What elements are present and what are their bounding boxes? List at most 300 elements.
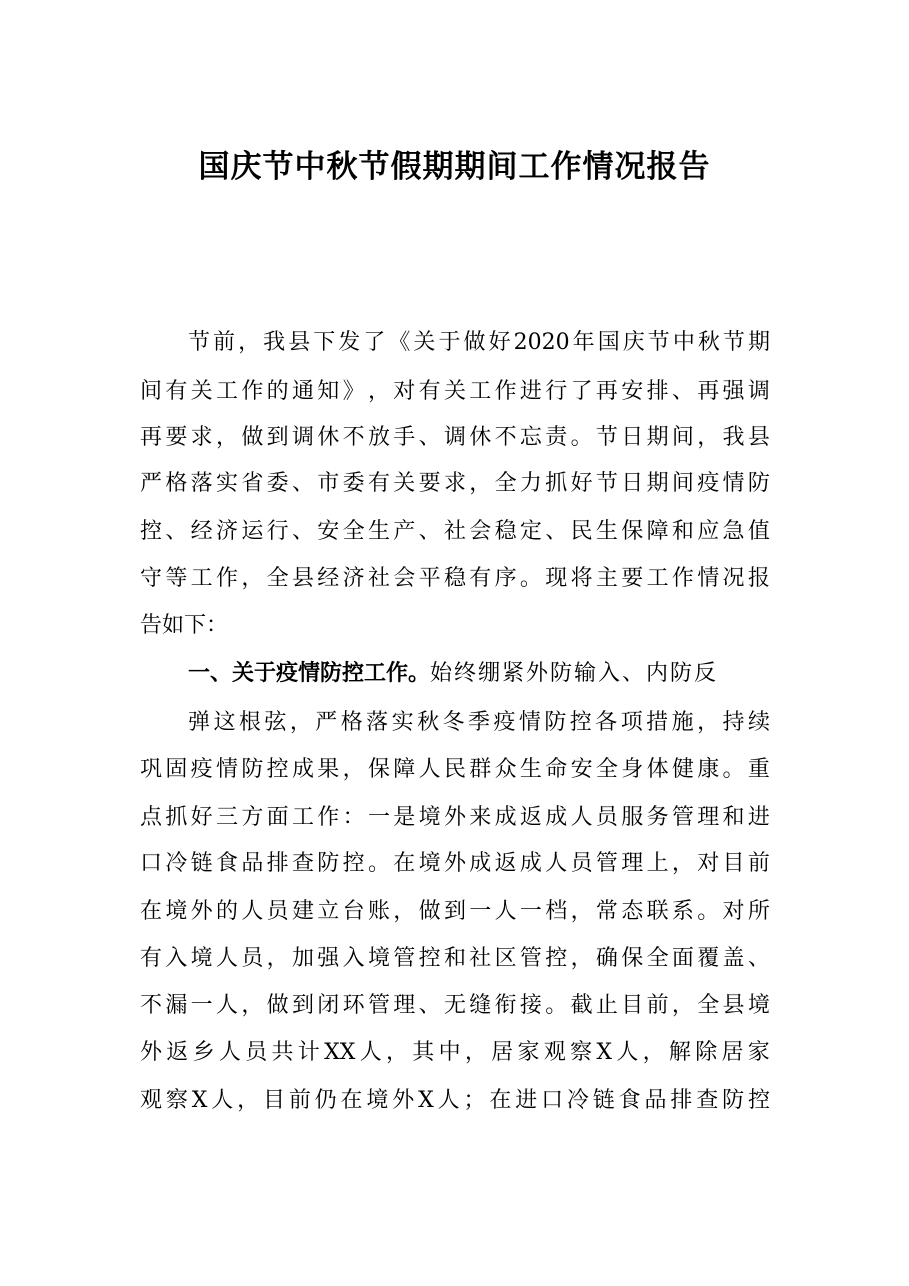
text-glyph: 节 — [595, 471, 618, 496]
text-glyph: 到 — [443, 899, 466, 924]
text-glyph: 措 — [646, 710, 669, 735]
text-glyph: 生 — [367, 519, 390, 544]
text-glyph: ， — [266, 946, 289, 971]
text-glyph: 施 — [671, 710, 694, 735]
text-glyph: 关 — [190, 379, 213, 404]
text-glyph: ， — [289, 710, 312, 735]
text-glyph: 返 — [494, 851, 517, 876]
text-glyph: 方 — [241, 805, 264, 830]
text-glyph: 休 — [317, 425, 340, 450]
text-glyph: 抓 — [165, 805, 188, 830]
section-heading-tail: 始终绷紧外防输入、内防反 — [430, 661, 719, 686]
text-glyph: 进 — [747, 805, 770, 830]
text-glyph: 求 — [190, 425, 213, 450]
text-glyph: 障 — [393, 757, 416, 782]
text-glyph: 目 — [262, 1088, 285, 1113]
text-glyph: 。 — [570, 425, 593, 450]
paragraph-text: 告如下： — [140, 613, 229, 638]
text-glyph: 作 — [494, 379, 517, 404]
text-glyph: 身 — [621, 757, 644, 782]
text-glyph: 到 — [291, 993, 314, 1018]
text-glyph: 前 — [288, 1088, 311, 1113]
paragraph-line — [188, 323, 770, 363]
text-glyph: 环 — [342, 993, 365, 1018]
text-glyph: 一 — [367, 805, 390, 830]
text-glyph: 格 — [165, 471, 188, 496]
text-glyph: 行 — [545, 379, 568, 404]
text-glyph: 作 — [317, 805, 340, 830]
text-glyph: 有 — [469, 566, 492, 591]
text-glyph: X — [596, 1040, 613, 1065]
text-glyph: 秋 — [697, 330, 720, 355]
text-glyph: 保 — [621, 946, 644, 971]
text-glyph: 。 — [367, 851, 390, 876]
text-glyph: 成 — [291, 757, 314, 782]
text-glyph: 员 — [570, 851, 593, 876]
text-glyph: 产 — [393, 519, 416, 544]
text-glyph: 来 — [469, 805, 492, 830]
text-glyph: 要 — [165, 425, 188, 450]
text-glyph: 人 — [437, 1088, 460, 1113]
text-glyph: 发 — [338, 330, 361, 355]
text-glyph: 前 — [747, 851, 770, 876]
text-glyph: 生 — [519, 757, 542, 782]
paragraph-line — [188, 703, 770, 743]
text-glyph: 查 — [291, 851, 314, 876]
text-glyph: 县 — [291, 566, 314, 591]
text-glyph: 报 — [747, 566, 770, 591]
text-glyph: ， — [237, 1088, 260, 1113]
text-glyph: 再 — [140, 425, 163, 450]
text-glyph: 品 — [644, 1088, 667, 1113]
text-glyph: 进 — [515, 1088, 538, 1113]
text-glyph: ， — [367, 379, 390, 404]
text-glyph: 国 — [597, 330, 620, 355]
text-glyph: 观 — [140, 1088, 163, 1113]
text-glyph: 格 — [340, 710, 363, 735]
document-title: 国庆节中秋节假期期间工作情况报告 — [198, 149, 711, 185]
text-glyph: 人 — [215, 993, 238, 1018]
text-glyph: 、 — [291, 471, 314, 496]
text-glyph: 境 — [165, 899, 188, 924]
text-glyph: 控 — [140, 519, 163, 544]
text-glyph: 省 — [241, 471, 264, 496]
text-glyph: 外 — [140, 1040, 163, 1065]
text-glyph: 联 — [646, 899, 669, 924]
text-glyph: 有 — [140, 946, 163, 971]
text-glyph: ， — [385, 1040, 408, 1065]
text-glyph: 好 — [570, 471, 593, 496]
text-glyph: ： — [342, 805, 365, 830]
text-glyph: 市 — [317, 471, 340, 496]
text-glyph: 做 — [241, 425, 264, 450]
text-glyph: 间 — [671, 425, 694, 450]
text-glyph: 和 — [443, 946, 466, 971]
section-heading-line — [188, 654, 718, 694]
text-glyph: ， — [342, 757, 365, 782]
text-glyph: 缝 — [469, 993, 492, 1018]
text-glyph: 稳 — [494, 519, 517, 544]
text-glyph: 一 — [469, 899, 492, 924]
text-glyph: 安 — [317, 519, 340, 544]
text-glyph: 人 — [570, 805, 593, 830]
text-glyph: 作 — [671, 566, 694, 591]
text-glyph: 止 — [595, 993, 618, 1018]
text-glyph: 人 — [211, 1088, 234, 1113]
text-glyph: 这 — [213, 710, 236, 735]
text-glyph: 档 — [545, 899, 568, 924]
text-glyph: 建 — [291, 899, 314, 924]
text-glyph: 境 — [418, 851, 441, 876]
text-glyph: 弹 — [188, 710, 211, 735]
text-glyph: 境 — [367, 946, 390, 971]
text-glyph: 民 — [443, 757, 466, 782]
text-glyph: 有 — [165, 379, 188, 404]
text-glyph: 关 — [393, 471, 416, 496]
text-glyph: 济 — [342, 566, 365, 591]
text-glyph: 调 — [443, 425, 466, 450]
text-glyph: 期 — [747, 330, 770, 355]
text-glyph: 安 — [621, 379, 644, 404]
text-glyph: 控 — [266, 757, 289, 782]
text-glyph: 健 — [671, 757, 694, 782]
text-glyph: 期 — [646, 425, 669, 450]
text-glyph: 众 — [494, 757, 517, 782]
text-glyph: 要 — [418, 471, 441, 496]
text-glyph: 境 — [366, 1088, 389, 1113]
text-glyph: 》 — [342, 379, 365, 404]
text-glyph: 我 — [722, 425, 745, 450]
text-glyph: ， — [570, 946, 593, 971]
text-glyph: 员 — [595, 805, 618, 830]
text-glyph: 安 — [570, 757, 593, 782]
text-glyph: 况 — [722, 566, 745, 591]
text-glyph: 食 — [215, 851, 238, 876]
text-glyph: ， — [238, 330, 261, 355]
text-glyph: 控 — [342, 851, 365, 876]
text-glyph: ， — [697, 710, 720, 735]
text-glyph: 排 — [266, 851, 289, 876]
text-glyph: 除 — [695, 1040, 718, 1065]
text-glyph: 责 — [545, 425, 568, 450]
text-glyph: 落 — [190, 471, 213, 496]
text-glyph: 口 — [140, 851, 163, 876]
text-glyph: 居 — [491, 1040, 514, 1065]
text-glyph: 冷 — [165, 851, 188, 876]
text-glyph: 理 — [697, 805, 720, 830]
text-glyph: XX — [324, 1040, 356, 1065]
text-glyph: 成 — [469, 851, 492, 876]
text-glyph: 忘 — [519, 425, 542, 450]
text-glyph: 全 — [697, 993, 720, 1018]
text-glyph: 体 — [646, 757, 669, 782]
text-glyph: 中 — [672, 330, 695, 355]
text-glyph: 链 — [592, 1088, 615, 1113]
text-glyph: ， — [642, 1040, 665, 1065]
text-glyph: 季 — [467, 710, 490, 735]
text-glyph: 、 — [671, 379, 694, 404]
text-glyph: 委 — [266, 471, 289, 496]
text-glyph: 《 — [388, 330, 411, 355]
text-glyph: ， — [671, 851, 694, 876]
text-glyph: 的 — [266, 379, 289, 404]
text-glyph: 漏 — [165, 993, 188, 1018]
text-glyph: 调 — [291, 425, 314, 450]
paragraph-line — [140, 1081, 770, 1121]
text-glyph: 管 — [367, 993, 390, 1018]
text-glyph: 的 — [215, 899, 238, 924]
paragraph-line — [140, 464, 770, 504]
text-glyph: 手 — [393, 425, 416, 450]
text-glyph: 返 — [166, 1040, 189, 1065]
text-glyph: 和 — [671, 519, 694, 544]
text-glyph: 理 — [393, 993, 416, 1018]
text-glyph: 严 — [315, 710, 338, 735]
text-glyph: 家 — [517, 1040, 540, 1065]
text-glyph: 下 — [313, 330, 336, 355]
text-glyph: 疫 — [493, 710, 516, 735]
text-glyph: 县 — [722, 993, 745, 1018]
text-glyph: 情 — [722, 471, 745, 496]
text-glyph: 做 — [266, 993, 289, 1018]
text-glyph: 品 — [241, 851, 264, 876]
text-glyph: 链 — [190, 851, 213, 876]
text-glyph: 社 — [367, 566, 390, 591]
text-glyph: 工 — [291, 805, 314, 830]
section-heading: 一、关于疫情防控工作。 — [188, 661, 431, 686]
text-glyph: 运 — [241, 519, 264, 544]
text-glyph: 根 — [238, 710, 261, 735]
text-glyph: 、 — [418, 519, 441, 544]
text-glyph: 平 — [418, 566, 441, 591]
text-glyph: 外 — [190, 899, 213, 924]
text-glyph: 区 — [494, 946, 517, 971]
text-glyph: 工 — [215, 379, 238, 404]
paragraph-line — [140, 512, 770, 552]
text-glyph: 员 — [241, 946, 264, 971]
text-glyph: 察 — [165, 1088, 188, 1113]
text-glyph: 节 — [595, 425, 618, 450]
text-glyph: 防 — [722, 1088, 745, 1113]
text-glyph: 在 — [489, 1088, 512, 1113]
text-glyph: 康 — [697, 757, 720, 782]
text-glyph: 守 — [140, 566, 163, 591]
text-glyph: 账 — [367, 899, 390, 924]
text-glyph: 在 — [340, 1088, 363, 1113]
text-glyph: 关 — [443, 379, 466, 404]
text-glyph: 经 — [317, 566, 340, 591]
paragraph-line — [140, 1033, 770, 1073]
text-glyph: 作 — [215, 566, 238, 591]
text-glyph: 情 — [215, 757, 238, 782]
paragraph-line — [140, 986, 770, 1026]
text-glyph: 期 — [646, 471, 669, 496]
text-glyph: 冬 — [442, 710, 465, 735]
text-glyph: 成 — [494, 805, 517, 830]
text-glyph: 仍 — [314, 1088, 337, 1113]
text-glyph: X — [191, 1088, 208, 1113]
text-glyph: 生 — [595, 519, 618, 544]
text-glyph: 一 — [190, 993, 213, 1018]
text-glyph: 人 — [215, 946, 238, 971]
text-glyph: 人 — [545, 851, 568, 876]
text-glyph: 乡 — [192, 1040, 215, 1065]
text-glyph: 作 — [241, 379, 264, 404]
text-glyph: 抓 — [545, 471, 568, 496]
text-glyph: 主 — [595, 566, 618, 591]
paragraph-line — [140, 939, 770, 979]
text-glyph: 节 — [647, 330, 670, 355]
text-glyph: 点 — [140, 805, 163, 830]
text-glyph: 情 — [697, 566, 720, 591]
text-glyph: 和 — [722, 805, 745, 830]
text-glyph: 防 — [317, 851, 340, 876]
text-glyph: 全 — [595, 757, 618, 782]
text-glyph: 全 — [646, 946, 669, 971]
text-glyph: 我 — [263, 330, 286, 355]
text-glyph: 控 — [418, 946, 441, 971]
text-glyph: 不 — [494, 425, 517, 450]
text-glyph: 排 — [670, 1088, 693, 1113]
text-glyph: 经 — [190, 519, 213, 544]
text-glyph: 服 — [621, 805, 644, 830]
text-glyph: 、 — [291, 519, 314, 544]
text-glyph: 项 — [620, 710, 643, 735]
text-glyph: 察 — [570, 1040, 593, 1065]
text-glyph: X — [418, 1088, 434, 1113]
text-glyph: 立 — [317, 899, 340, 924]
text-glyph: 不 — [342, 425, 365, 450]
text-glyph: 外 — [443, 851, 466, 876]
text-glyph: 成 — [545, 805, 568, 830]
text-glyph: 管 — [393, 946, 416, 971]
text-glyph: ， — [671, 993, 694, 1018]
text-glyph: 人 — [418, 757, 441, 782]
text-glyph: 口 — [541, 1088, 564, 1113]
paragraph-line — [140, 418, 770, 458]
text-glyph: 确 — [595, 946, 618, 971]
text-glyph: 县 — [747, 425, 770, 450]
text-glyph: 无 — [443, 993, 466, 1018]
paragraph-line — [140, 606, 228, 646]
text-glyph: 解 — [668, 1040, 691, 1065]
text-glyph: 年 — [572, 330, 595, 355]
text-glyph: 人 — [218, 1040, 241, 1065]
text-glyph: 观 — [543, 1040, 566, 1065]
text-glyph: 休 — [469, 425, 492, 450]
text-glyph: 面 — [671, 946, 694, 971]
text-glyph: 通 — [291, 379, 314, 404]
text-glyph: 在 — [393, 851, 416, 876]
text-glyph: 居 — [721, 1040, 744, 1065]
text-glyph: 现 — [545, 566, 568, 591]
text-glyph: 返 — [519, 805, 542, 830]
text-glyph: ， — [393, 899, 416, 924]
text-glyph: 命 — [545, 757, 568, 782]
text-glyph: 济 — [215, 519, 238, 544]
text-glyph: 要 — [621, 566, 644, 591]
text-glyph: 2020 — [513, 330, 570, 355]
text-glyph: 关 — [413, 330, 436, 355]
text-glyph: 了 — [570, 379, 593, 404]
text-glyph: 管 — [671, 805, 694, 830]
paragraph-line — [140, 892, 770, 932]
text-glyph: 衔 — [494, 993, 517, 1018]
text-glyph: 食 — [618, 1088, 641, 1113]
text-glyph: 排 — [646, 379, 669, 404]
text-glyph: 。 — [722, 757, 745, 782]
paragraph-line — [140, 750, 770, 790]
text-glyph: 三 — [215, 805, 238, 830]
text-glyph: 、 — [418, 425, 441, 450]
text-glyph: 工 — [190, 566, 213, 591]
text-glyph: 做 — [418, 899, 441, 924]
paragraph-line — [140, 559, 770, 599]
text-glyph: 防 — [241, 757, 264, 782]
paragraph-line — [140, 798, 770, 838]
text-glyph: 盖 — [722, 946, 745, 971]
text-glyph: 其 — [412, 1040, 435, 1065]
text-glyph: 强 — [722, 379, 745, 404]
text-glyph: 保 — [621, 519, 644, 544]
text-glyph: 、 — [747, 946, 770, 971]
text-glyph: 人 — [616, 1040, 639, 1065]
text-glyph: 固 — [165, 757, 188, 782]
text-glyph: 县 — [288, 330, 311, 355]
text-glyph: 截 — [570, 993, 593, 1018]
text-glyph: 人 — [241, 899, 264, 924]
text-glyph: 入 — [165, 946, 188, 971]
text-glyph: 强 — [317, 946, 340, 971]
text-glyph: 严 — [140, 471, 163, 496]
text-glyph: 全 — [342, 519, 365, 544]
text-glyph: 在 — [140, 899, 163, 924]
text-glyph: 防 — [544, 710, 567, 735]
text-glyph: 工 — [646, 566, 669, 591]
text-glyph: 控 — [545, 946, 568, 971]
text-glyph: 进 — [519, 379, 542, 404]
text-glyph: 人 — [494, 899, 517, 924]
text-glyph: 中 — [438, 1040, 461, 1065]
text-glyph: 入 — [342, 946, 365, 971]
text-glyph: 间 — [671, 471, 694, 496]
text-glyph: 到 — [266, 425, 289, 450]
text-glyph: ， — [464, 1040, 487, 1065]
text-glyph: ， — [215, 425, 238, 450]
text-glyph: 不 — [140, 993, 163, 1018]
text-glyph: 态 — [621, 899, 644, 924]
text-glyph: 常 — [595, 899, 618, 924]
text-glyph: 保 — [367, 757, 390, 782]
text-glyph: 会 — [469, 519, 492, 544]
text-glyph: 稳 — [443, 566, 466, 591]
text-glyph: 序 — [494, 566, 517, 591]
text-glyph: 目 — [621, 993, 644, 1018]
text-glyph: 防 — [747, 471, 770, 496]
text-glyph: 实 — [391, 710, 414, 735]
text-glyph: 等 — [165, 566, 188, 591]
text-glyph: 有 — [367, 471, 390, 496]
text-glyph: 控 — [747, 1088, 770, 1113]
text-glyph: 做 — [463, 330, 486, 355]
text-glyph: 。 — [545, 993, 568, 1018]
text-glyph: 境 — [190, 946, 213, 971]
text-glyph: 。 — [519, 566, 542, 591]
text-glyph: 对 — [722, 899, 745, 924]
text-glyph: 群 — [469, 757, 492, 782]
text-glyph: 加 — [291, 946, 314, 971]
text-glyph: 果 — [317, 757, 340, 782]
